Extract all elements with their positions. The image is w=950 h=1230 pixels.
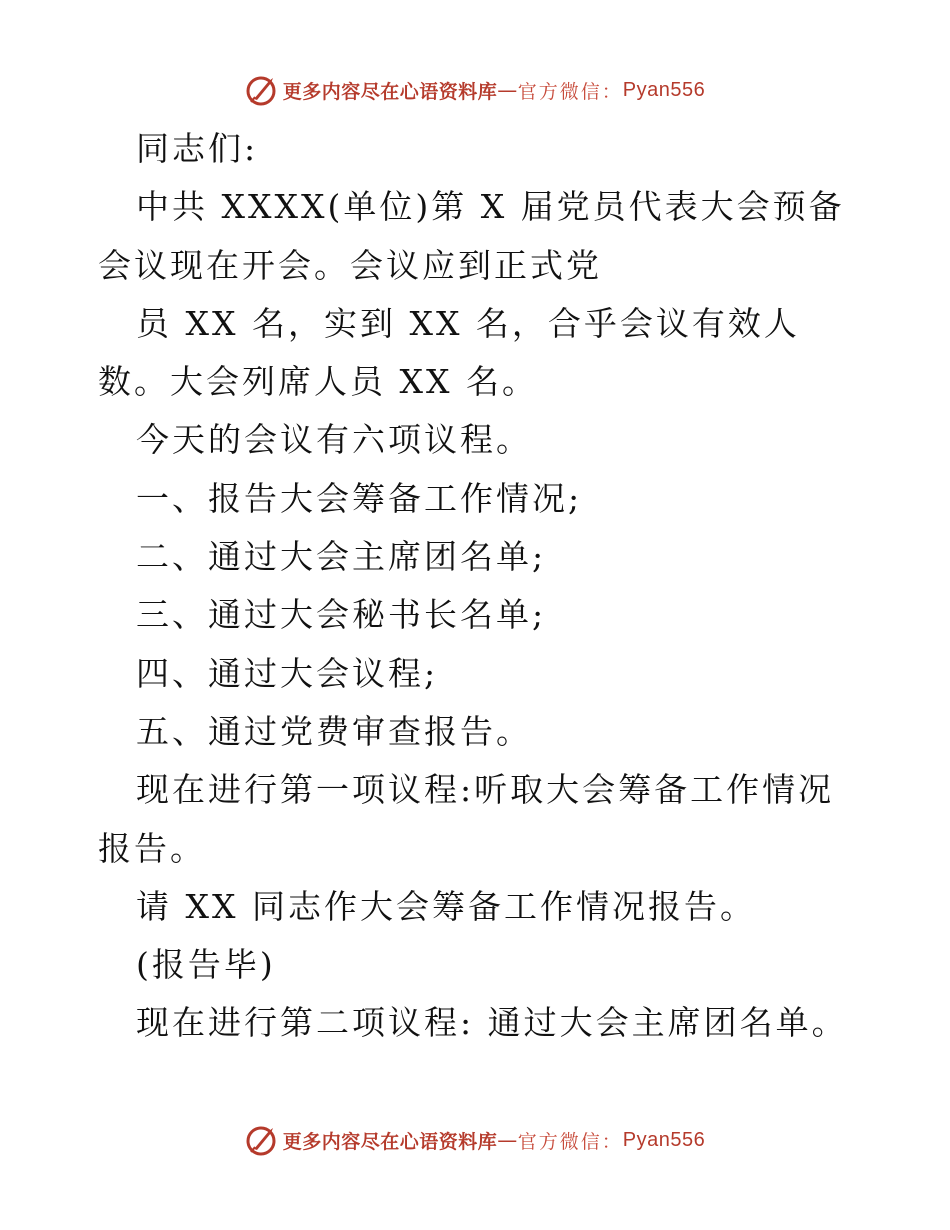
quill-pen-icon xyxy=(245,73,279,107)
paragraph: 中共 XXXX(单位)第 X 届党员代表大会预备会议现在开会。会议应到正式党 xyxy=(98,187,845,285)
paragraph: (报告毕) xyxy=(136,945,276,985)
paragraph: 三、通过大会秘书长名单; xyxy=(136,595,547,635)
banner-wechat-id: Pyan556 xyxy=(622,1128,706,1151)
banner-dash: — xyxy=(497,78,518,102)
footer-banner xyxy=(0,1120,950,1160)
document-body xyxy=(98,120,858,1053)
quill-pen-icon xyxy=(245,1123,279,1157)
paragraph: 请 XX 同志作大会筹备工作情况报告。 xyxy=(136,886,756,926)
paragraph: 员 XX 名，实到 XX 名，合乎会议有效人数。大会列席人员 XX 名。 xyxy=(98,303,800,402)
banner-text: 更多内容尽在心语资料库 xyxy=(282,1130,498,1153)
paragraph: 四、通过大会议程; xyxy=(136,653,439,693)
paragraph: 现在进行第一项议程:听取大会筹备工作情况报告。 xyxy=(98,770,835,868)
banner-text: 更多内容尽在心语资料库 xyxy=(282,80,498,103)
banner-wechat-label: 官方微信： xyxy=(517,80,623,103)
banner-wechat-id: Pyan556 xyxy=(622,78,706,101)
paragraph: 二、通过大会主席团名单; xyxy=(136,537,547,577)
paragraph: 今天的会议有六项议程。 xyxy=(136,420,532,460)
paragraph: 五、通过党费审查报告。 xyxy=(136,711,532,751)
header-banner xyxy=(0,70,950,110)
paragraph: 一、报告大会筹备工作情况; xyxy=(136,478,583,518)
paragraph: 现在进行第二项议程: 通过大会主席团名单。 xyxy=(136,1003,848,1043)
paragraph: 同志们: xyxy=(136,129,259,168)
banner-wechat-label: 官方微信： xyxy=(517,1130,623,1153)
banner-dash: — xyxy=(497,1128,518,1152)
